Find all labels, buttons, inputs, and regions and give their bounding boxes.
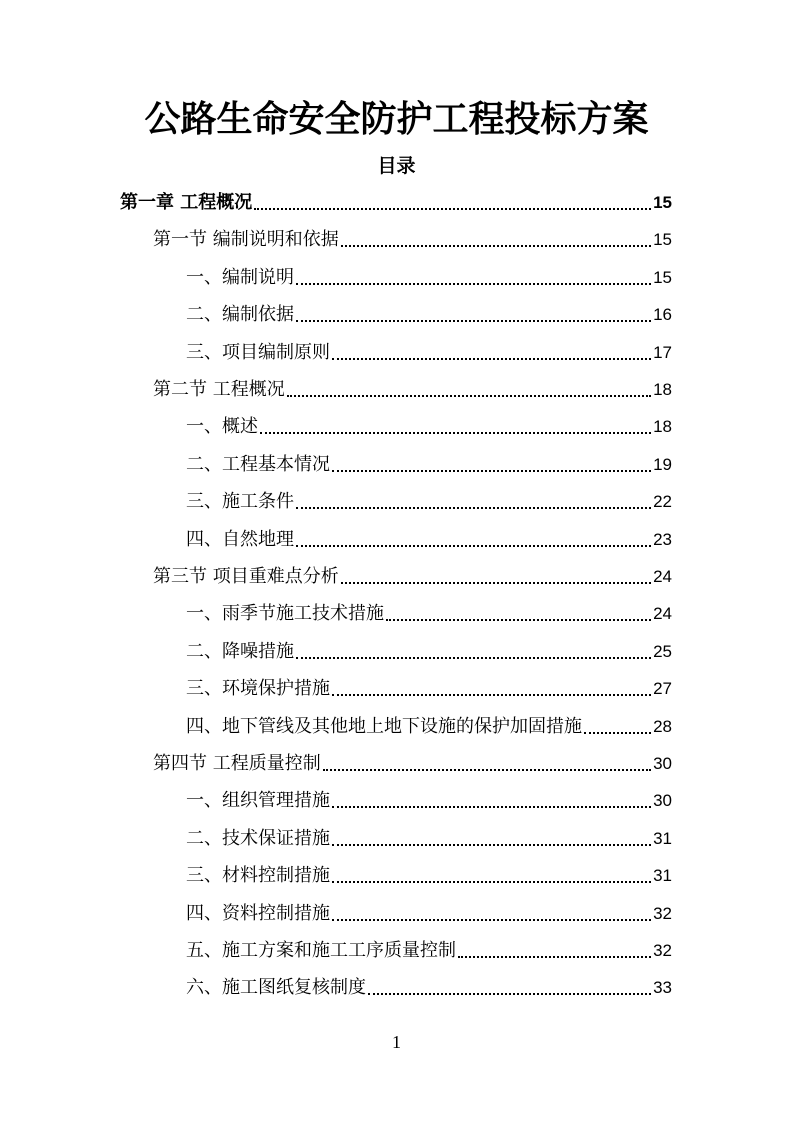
toc-entry-label: 一、组织管理措施 [186,790,330,811]
toc-dot-leader [341,245,651,247]
toc-dot-leader [296,320,651,322]
toc-entry-label: 六、施工图纸复核制度 [186,977,366,998]
toc-entry[interactable] [186,259,672,296]
toc-entry[interactable] [186,895,672,932]
toc-dot-leader [296,507,651,509]
toc-entry-label: 四、地下管线及其他地上地下设施的保护加固措施 [186,716,582,737]
toc-dot-leader [584,732,651,734]
toc-dot-leader [341,582,651,584]
toc-entry-page: 33 [653,978,672,997]
toc-dot-leader [296,657,651,659]
toc-dot-leader [296,283,651,285]
toc-heading: 目录 [377,155,416,177]
toc-dot-leader [260,432,651,434]
toc-entry[interactable] [186,633,672,670]
toc-entry-page: 23 [653,530,672,549]
toc-entry-page: 31 [653,866,672,885]
toc-entry[interactable] [186,857,672,894]
toc-entry-page: 15 [653,230,672,249]
toc-dot-leader [323,769,651,771]
toc-entry-page: 15 [653,268,672,287]
toc-entry[interactable] [153,558,672,595]
page-number: 1 [392,1032,401,1052]
toc-dot-leader [332,881,651,883]
toc-dot-leader [332,919,651,921]
toc-entry-label: 第二节 工程概况 [153,379,285,400]
toc-entry-label: 第一章 工程概况 [120,192,253,213]
toc-entry-page: 15 [653,193,672,212]
toc-entry[interactable] [186,595,672,632]
toc-entry[interactable] [120,184,672,221]
toc-entry-label: 第三节 项目重难点分析 [153,566,339,587]
toc-entry-label: 第一节 编制说明和依据 [153,229,339,250]
toc-entry-page: 18 [653,380,672,399]
toc-entry-label: 五、施工方案和施工工序质量控制 [186,940,456,961]
toc-dot-leader [332,470,651,472]
toc-dot-leader [287,395,651,397]
document-title: 公路生命安全防护工程投标方案 [144,99,649,140]
toc-entry[interactable] [186,820,672,857]
toc-entry-label: 三、材料控制措施 [186,865,330,886]
toc-entry-page: 32 [653,941,672,960]
toc-entry[interactable] [186,296,672,333]
toc-entry-label: 二、工程基本情况 [186,454,330,475]
toc-dot-leader [332,806,651,808]
toc-entry-page: 17 [653,343,672,362]
toc-entry-label: 二、技术保证措施 [186,828,330,849]
toc-entry-page: 27 [653,679,672,698]
toc-entry-label: 三、环境保护措施 [186,678,330,699]
toc-dot-leader [332,694,651,696]
toc-entry[interactable] [186,446,672,483]
toc-entry-label: 二、编制依据 [186,304,294,325]
toc-entry[interactable] [186,708,672,745]
toc-entry[interactable] [186,670,672,707]
toc-entry-page: 16 [653,305,672,324]
toc-entry-page: 30 [653,791,672,810]
toc-entry-page: 19 [653,455,672,474]
toc-dot-leader [332,844,651,846]
toc-entry[interactable] [186,521,672,558]
toc-entry[interactable] [186,782,672,819]
toc-entry-label: 四、自然地理 [186,529,294,550]
toc-entry-label: 一、雨季节施工技术措施 [186,603,384,624]
toc-entry[interactable] [186,408,672,445]
toc-entry[interactable] [186,969,672,1006]
toc-dot-leader [458,956,651,958]
toc-entry[interactable] [186,483,672,520]
toc-dot-leader [386,619,651,621]
toc-entry-label: 一、编制说明 [186,267,294,288]
toc-entry-label: 三、项目编制原则 [186,342,330,363]
toc-entry[interactable] [186,334,672,371]
toc-entry[interactable] [153,745,672,782]
toc-entry-page: 22 [653,492,672,511]
toc-entry-page: 31 [653,829,672,848]
toc-entry-page: 25 [653,642,672,661]
toc-entry-label: 三、施工条件 [186,491,294,512]
toc-entry-label: 第四节 工程质量控制 [153,753,321,774]
toc-entry-page: 24 [653,567,672,586]
toc-entry-page: 28 [653,717,672,736]
toc-entry-label: 二、降噪措施 [186,641,294,662]
toc-entry-page: 24 [653,604,672,623]
toc-dot-leader [296,545,651,547]
toc-entry[interactable] [153,371,672,408]
toc-dot-leader [368,993,651,995]
toc-dot-leader [332,358,651,360]
toc-dot-leader [254,208,651,210]
toc-entry-page: 30 [653,754,672,773]
toc-entry[interactable] [153,221,672,258]
toc-entry-page: 32 [653,904,672,923]
toc-entry-page: 18 [653,417,672,436]
toc-entry-label: 四、资料控制措施 [186,903,330,924]
toc-entry-label: 一、概述 [186,416,258,437]
toc-entry[interactable] [186,932,672,969]
